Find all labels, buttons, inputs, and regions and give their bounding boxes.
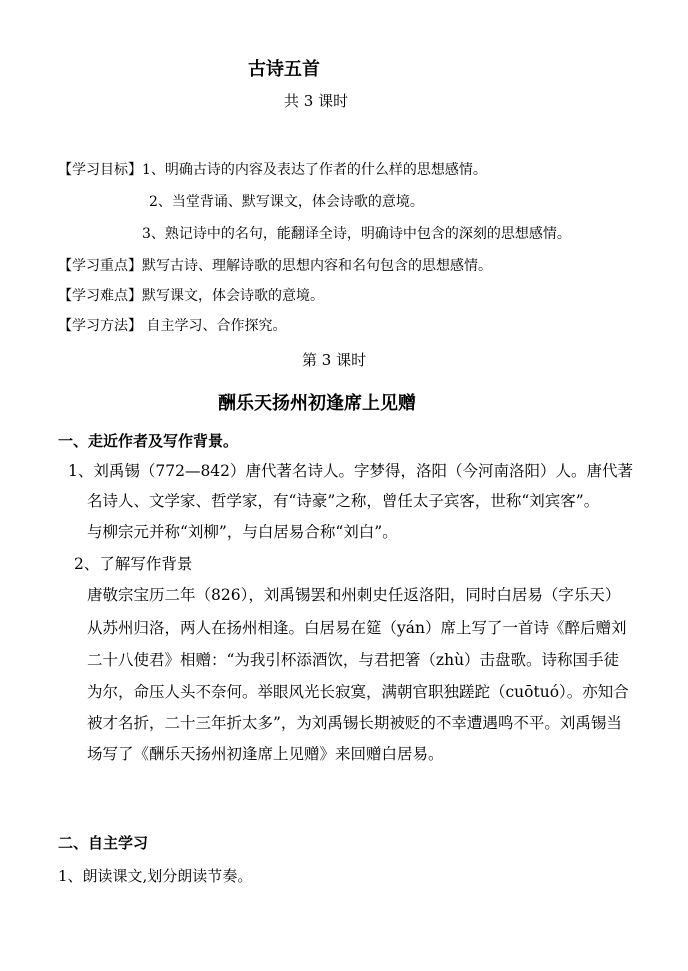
objective-item-2: 2、当堂背诵、默写课文，体会诗歌的意境。 <box>149 194 424 210</box>
background-line-2: 从苏州归洛，两人在扬州相逢。白居易在筵（yán）席上写了一首诗《醉后赠刘 <box>87 619 627 637</box>
lesson-label: 第 3 课时 <box>302 351 367 369</box>
section-two-item-1: 1、朗读课文,划分朗读节奏。 <box>58 867 253 885</box>
difficulties-row <box>58 289 324 303</box>
background-line-1: 唐敬宗宝历二年（826），刘禹锡罢和州刺史任返洛阳，同时白居易（字乐天） <box>87 586 621 604</box>
methods-text: 自主学习、合作探究。 <box>142 318 287 334</box>
background-line-3: 二十八使君》相赠：“为我引杯添酒饮，与君把箸（zhù）击盘歌。诗称国手徒 <box>87 651 620 669</box>
key-points-text: 默写古诗、理解诗歌的思想内容和名句包含的思想感情。 <box>142 258 492 274</box>
author-line-1: 1、刘禹锡（772—842）唐代著名诗人。字梦得，洛阳（今河南洛阳）人。唐代著 <box>68 462 634 480</box>
section-two-heading: 二、自主学习 <box>58 834 149 852</box>
background-line-5: 被才名折，二十三年折太多”，为刘禹锡长期被贬的不幸遭遇鸣不平。刘禹锡当 <box>87 714 622 732</box>
class-period-count: 共 3 课时 <box>284 92 349 110</box>
page-title: 古诗五首 <box>248 59 320 80</box>
background-line-6: 场写了《酬乐天扬州初逢席上见赠》来回赠白居易。 <box>87 745 444 763</box>
methods-row <box>58 319 286 333</box>
objective-item-1: 1、明确古诗的内容及表达了作者的什么样的思想感情。 <box>142 162 487 178</box>
author-line-2: 名诗人、文学家、哲学家，有“诗豪”之称，曾任太子宾客，世称“刘宾客”。 <box>87 492 600 510</box>
poem-title: 酬乐天扬州初逢席上见赠 <box>218 393 416 414</box>
objective-item-3: 3、熟记诗中的名句，能翻译全诗，明确诗中包含的深刻的思想感情。 <box>142 226 571 242</box>
objectives-row <box>58 163 487 177</box>
methods-label: 【学习方法】 <box>58 318 142 334</box>
key-points-label: 【学习重点】 <box>58 258 142 274</box>
background-line-4: 为尔，命压人头不奈何。举眼风光长寂寞，满朝官职独蹉跎（cuōtuó）。亦知合 <box>87 683 629 701</box>
key-points-row <box>58 259 492 273</box>
background-label: 2、了解写作背景 <box>74 555 193 573</box>
section-one-heading: 一、走近作者及写作背景。 <box>58 432 239 450</box>
author-line-3: 与柳宗元并称“刘柳”，与白居易合称“刘白”。 <box>87 523 398 541</box>
difficulties-text: 默写课文，体会诗歌的意境。 <box>142 288 324 304</box>
difficulties-label: 【学习难点】 <box>58 288 142 304</box>
objectives-label: 【学习目标】 <box>58 162 142 178</box>
